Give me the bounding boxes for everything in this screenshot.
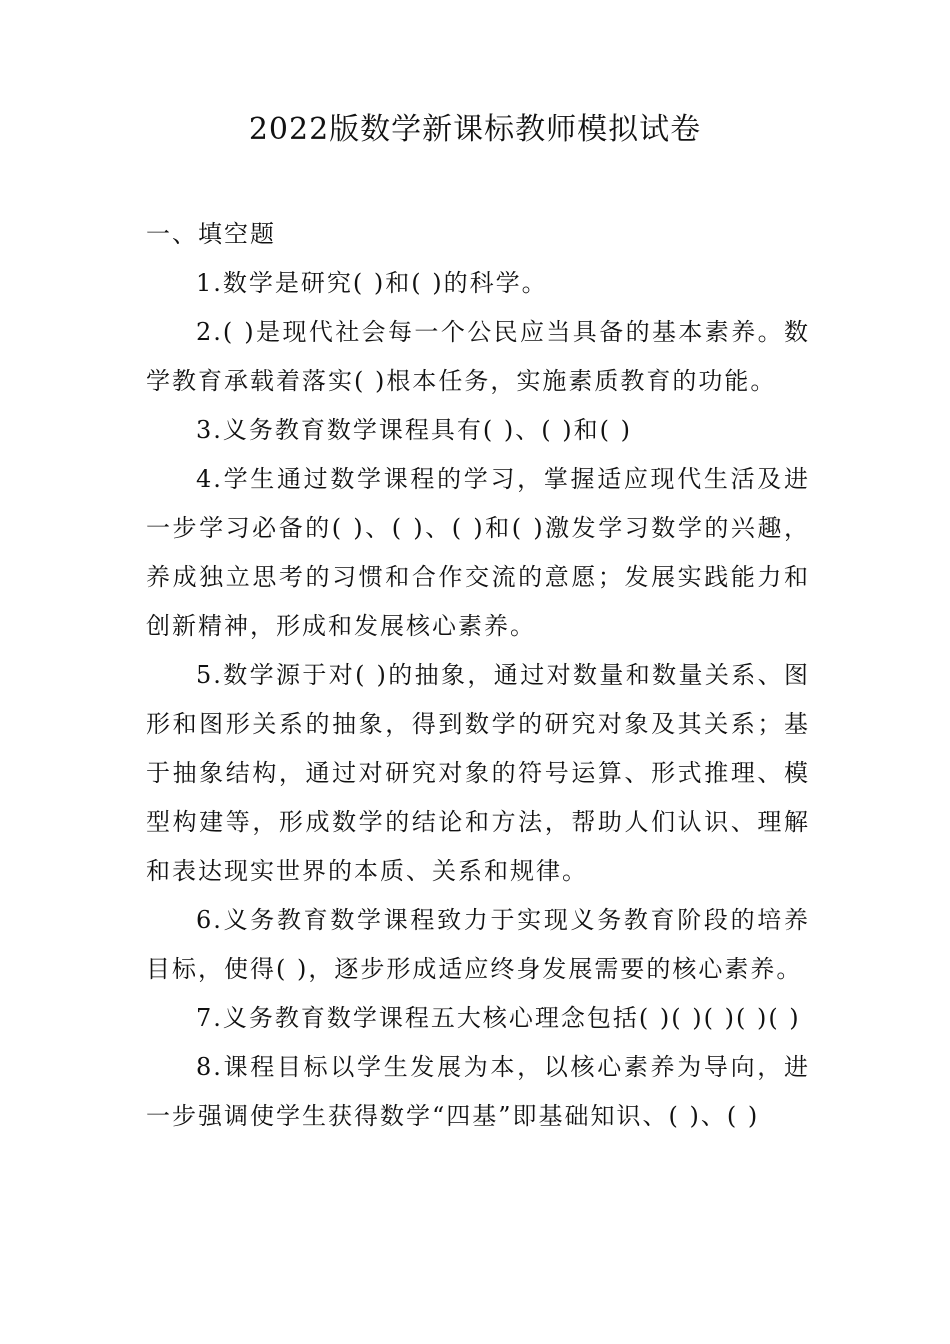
- question-2: 2.( )是现代社会每一个公民应当具备的基本素养。数学教育承载着落实( )根本任务，实施素质教育的功能。: [146, 318, 810, 395]
- document-title: 2022版数学新课标教师模拟试卷: [248, 112, 702, 147]
- question-6: 6.义务教育数学课程致力于实现义务教育阶段的培养目标，使得( )，逐步形成适应终身发展需要的核心素养。: [146, 906, 810, 983]
- section-heading: 一、填空题: [146, 220, 276, 248]
- question-7: 7.义务教育数学课程五大核心理念包括( )( )( )( )( ): [196, 1004, 801, 1032]
- question-3: 3.义务教育数学课程具有( )、( )和( ): [196, 416, 632, 444]
- question-1: 1.数学是研究( )和( )的科学。: [196, 269, 548, 297]
- question-5: 5.数学源于对( )的抽象，通过对数量和数量关系、图形和图形关系的抽象，得到数学的研究对象及其关系；基于抽象结构，通过对研究对象的符号运算、形式推理、模型构建等，形成数学的结论和方法，帮助人们认识、理解和表达现实世界的本质、关系和规律。: [146, 661, 810, 885]
- question-8: 8.课程目标以学生发展为本，以核心素养为导向，进一步强调使学生获得数学“四基”即基础知识、( )、( ): [146, 1053, 810, 1130]
- document-body: [146, 210, 810, 1141]
- question-4: 4.学生通过数学课程的学习，掌握适应现代生活及进一步学习必备的( )、( )、( )和( )激发学习数学的兴趣，养成独立思考的习惯和合作交流的意愿；发展实践能力和创新精神，形成和发展核心素养。: [146, 465, 810, 640]
